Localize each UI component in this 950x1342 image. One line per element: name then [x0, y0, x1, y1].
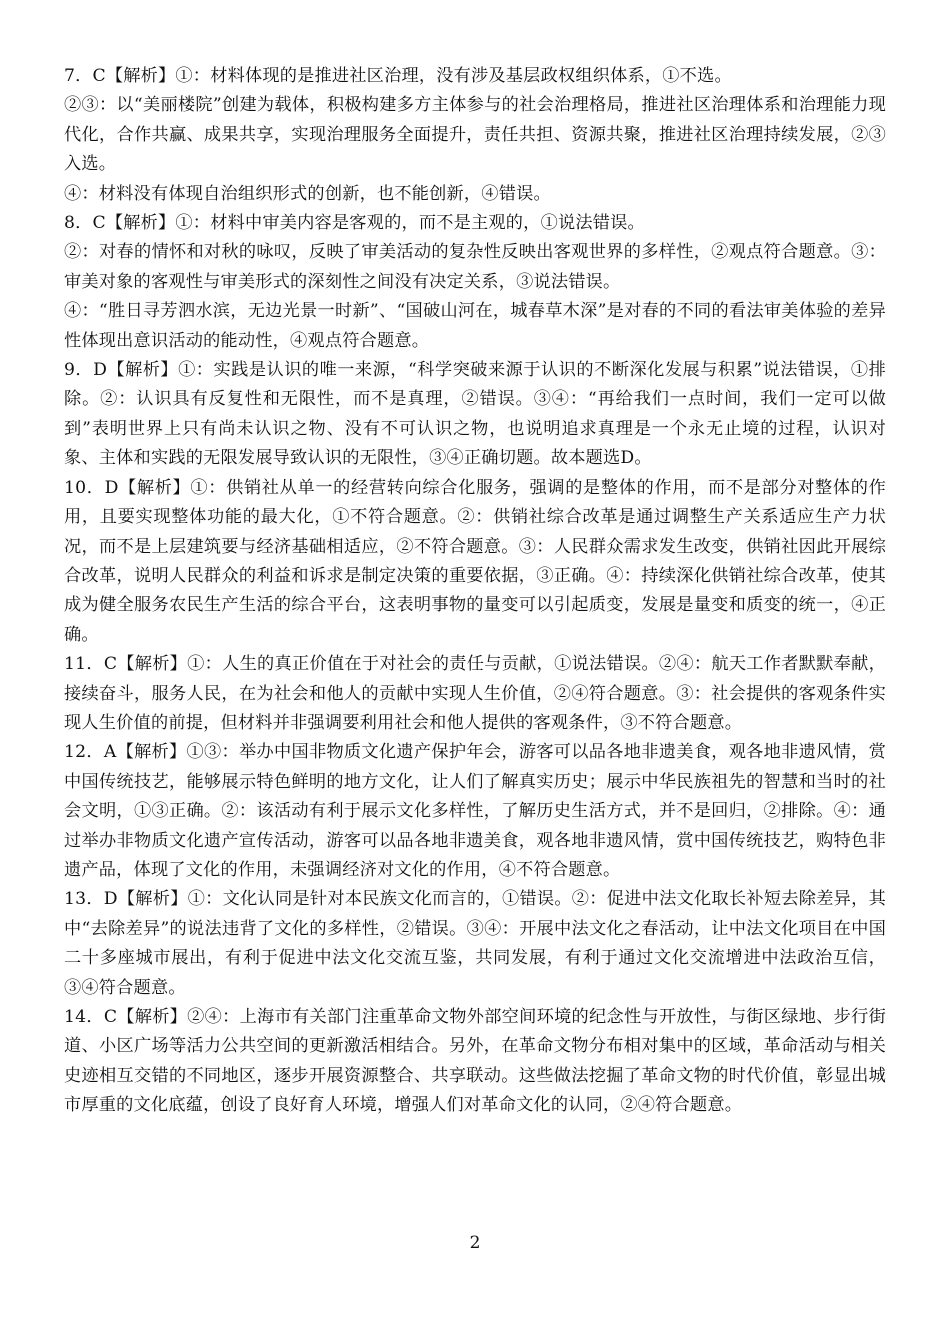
paragraph-q12: 12．A【解析】①③：举办中国非物质文化遗产保护年会，游客可以品各地非遗美食，观各地非遗风情，赏中国传统技艺，能够展示特色鲜明的地方文化，让人们了解真实历史；展示中华民族祖先的智慧和当时的社会文明，①③正确。②：该活动有利于展示文化多样性，了解历史生活方式，并不是回归，②排除。④：通过举办非物质文化遗产宣传活动，游客可以品各地非遗美食，观各地非遗风情，赏中国传统技艺，购特色非遗产品，体现了文化的作用，未强调经济对文化的作用，④不符合题意。 [64, 742, 886, 880]
paragraph-q13: 13．D【解析】①：文化认同是针对本民族文化而言的，①错误。②：促进中法文化取长补短去除差异，其中“去除差异”的说法违背了文化的多样性，②错误。③④：开展中法文化之春活动，让中法文化项目在中国二十多座城市展出，有利于促进中法文化交流互鉴，共同发展，有利于通过文化交流增进中法政治互信，③④符合题意。 [64, 889, 886, 998]
paragraph-q7-line2: ②③：以“美丽楼院”创建为载体，积极构建多方主体参与的社会治理格局，推进社区治理体系和治理能力现代化，合作共赢、成果共享，实现治理服务全面提升，责任共担、资源共聚，推进社区治理持续发展，②③入选。 [64, 95, 886, 175]
paragraph-q7-line1: 7．C【解析】①：材料体现的是推进社区治理，没有涉及基层政权组织体系，①不选。 [64, 66, 732, 86]
paragraph-q14: 14．C【解析】②④：上海市有关部门注重革命文物外部空间环境的纪念性与开放性，与街区绿地、步行街道、小区广场等活力公共空间的更新激活相结合。另外，在革命文物分布相对集中的区域，革命活动与相关史迹相互交错的不同地区，逐步开展资源整合、共享联动。这些做法挖掘了革命文物的时代价值，彰显出城市厚重的文化底蕴，创设了良好育人环境，增强人们对革命文化的认同，②④符合题意。 [64, 1007, 886, 1116]
paragraph-q7-line3: ④：材料没有体现自治组织形式的创新，也不能创新，④错误。 [64, 183, 551, 204]
paragraph-q10: 10．D【解析】①：供销社从单一的经营转向综合化服务，强调的是整体的作用，而不是部分对整体的作用，且要实现整体功能的最大化，①不符合题意。②：供销社综合改革是通过调整生产关系适应生产力状况，而不是上层建筑要与经济基础相适应，②不符合题意。③：人民群众需求发生改变，供销社因此开展综合改革，说明人民群众的利益和诉求是制定决策的重要依据，③正确。④：持续深化供销社综合改革，使其成为健全服务农民生产生活的综合平台，这表明事物的量变可以引起质变，发展是量变和质变的统一，④正确。 [64, 477, 886, 645]
paragraph-q9: 9．D【解析】①：实践是认识的唯一来源，“科学突破来源于认识的不断深化发展与积累”说法错误，①排除。②：认识具有反复性和无限性，而不是真理，②错误。③④：“再给我们一点时间，我们一定可以做到”表明世界上只有尚未认识之物、没有不可认识之物，也说明追求真理是一个永无止境的过程，认识对象、主体和实践的无限发展导致认识的无限性，③④正确切题。故本题选D。 [64, 360, 886, 469]
paragraph-q8-line3: ④：“胜日寻芳泗水滨，无边光景一时新”、“国破山河在，城春草木深”是对春的不同的看法审美体验的差异性体现出意识活动的能动性，④观点符合题意。 [64, 301, 886, 351]
answer-explanations [64, 62, 886, 1121]
paragraph-q8-line2: ②：对春的情怀和对秋的咏叹，反映了审美活动的复杂性反映出客观世界的多样性，②观点符合题意。③：审美对象的客观性与审美形式的深刻性之间没有决定关系，③说法错误。 [64, 242, 886, 292]
paragraph-q8-line1: 8．C【解析】①：材料中审美内容是客观的，而不是主观的，①说法错误。 [64, 213, 645, 234]
paragraph-q11: 11．C【解析】①：人生的真正价值在于对社会的责任与贡献，①说法错误。②④：航天工作者默默奉献，接续奋斗，服务人民，在为社会和他人的贡献中实现人生价值，②④符合题意。③：社会提供的客观条件实现人生价值的前提，但材料并非强调要利用社会和他人提供的客观条件，③不符合题意。 [64, 654, 886, 733]
page-number: 2 [469, 1233, 481, 1253]
